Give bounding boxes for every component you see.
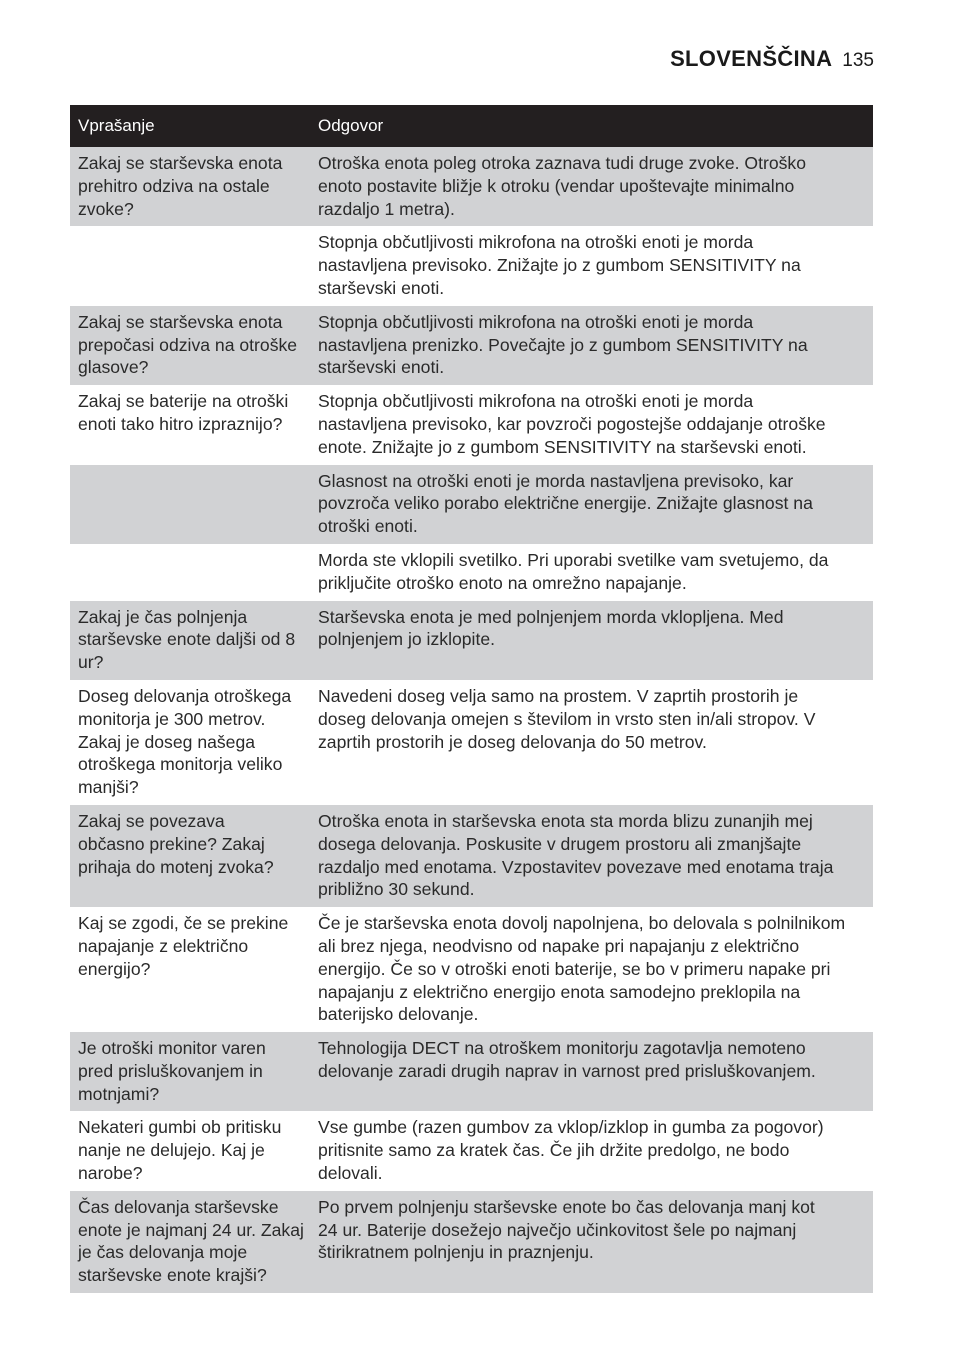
column-header-answer: Odgovor [318, 116, 384, 135]
table-row [70, 805, 873, 907]
answer-cell: Po prvem polnjenju starševske enote bo čas delovanja manj kot 24 ur. Baterije dosežejo največjo učinkovitost šele po najmanj štirikratnem polnjenju in praznjenju. [318, 1196, 815, 1263]
column-header-question: Vprašanje [78, 116, 155, 135]
answer-cell: Vse gumbe (razen gumbov za vklop/izklop in gumba za pogovor) pritisnite samo za kratek čas. Če jih držite predolgo, ne bodo delovali. [318, 1117, 824, 1184]
table-row [70, 544, 873, 601]
faq-table [70, 105, 873, 1293]
language-title: SLOVENŠČINA [670, 46, 833, 71]
table-row [70, 1111, 873, 1190]
question-cell: Zakaj se baterije na otroški enoti tako hitro izpraznijo? [78, 391, 289, 434]
table-row [70, 306, 873, 385]
question-cell: Doseg delovanja otroškega monitorja je 300 metrov. Zakaj je doseg našega otroškega monitorja veliko manjši? [78, 685, 292, 798]
table-row [70, 1191, 873, 1293]
answer-cell: Tehnologija DECT na otroškem monitorju zagotavlja nemoteno delovanje zaradi drugih naprav in varnost pred prisluškovanjem. [318, 1038, 816, 1081]
table-row [70, 226, 873, 305]
answer-cell: Morda ste vklopili svetilko. Pri uporabi svetilke vam svetujemo, da priključite otroško enoto na omrežno napajanje. [318, 549, 829, 593]
table-row [70, 385, 873, 464]
page-number: 135 [842, 50, 874, 71]
answer-cell: Stopnja občutljivosti mikrofona na otroški enoti je morda nastavljena prenizko. Povečajte jo z gumbom SENSITIVITY na starševski enoti. [318, 311, 808, 378]
question-cell: Je otroški monitor varen pred prisluškovanjem in motnjami? [78, 1038, 266, 1104]
question-cell: Nekateri gumbi ob pritisku nanje ne delujejo. Kaj je narobe? [78, 1117, 282, 1184]
question-cell: Čas delovanja starševske enote je najmanj 24 ur. Zakaj je čas delovanja moje starševske enote krajši? [78, 1196, 304, 1286]
table-row [70, 601, 873, 680]
answer-cell: Stopnja občutljivosti mikrofona na otroški enoti je morda nastavljena previsoko, kar povzroči pogostejše oddajanje otroške enote. Znižajte jo z gumbom SENSITIVITY na starševski enoti. [318, 391, 826, 457]
question-cell [70, 470, 318, 538]
question-cell: Zakaj je čas polnjenja starševske enote daljši od 8 ur? [78, 606, 296, 673]
question-cell: Zakaj se starševska enota prehitro odziva na ostale zvoke? [78, 153, 283, 219]
answer-cell: Če je starševska enota dovolj napolnjena, bo delovala s polnilnikom ali brez njega, neodvisno od napake pri napajanju z električno energijo. Če so v otroški enoti baterije, se bo v primeru napake pri napajanju z električno energijo enota samodejno preklopila na baterijsko delovanje. [318, 913, 846, 1025]
table-row [70, 465, 873, 544]
table-body [70, 147, 873, 1293]
table-header [70, 105, 873, 147]
question-cell [70, 231, 318, 299]
answer-cell: Stopnja občutljivosti mikrofona na otroški enoti je morda nastavljena previsoko. Znižajte jo z gumbom SENSITIVITY na starševski enoti. [318, 232, 801, 298]
table-row [70, 680, 873, 805]
table-row [70, 1032, 873, 1111]
answer-cell: Otroška enota in starševska enota sta morda blizu zunanjih mej dosega delovanja. Poskusite v drugem prostoru ali zmanjšajte razdaljo med enotama. Vzpostavitev povezave med enotama traja približno 30 sekund. [318, 810, 834, 900]
table-row [70, 907, 873, 1032]
answer-cell: Otroška enota poleg otroka zaznava tudi druge zvoke. Otroško enoto postavite bližje k otroku (vendar upoštevajte minimalno razdaljo 1 metra). [318, 153, 807, 219]
question-cell: Zakaj se starševska enota prepočasi odziva na otroške glasove? [78, 311, 298, 378]
table-row [70, 147, 873, 226]
answer-cell: Glasnost na otroški enoti je morda nastavljena previsoko, kar povzroča veliko porabo električne energije. Znižajte glasnost na otroški enoti. [318, 470, 813, 537]
answer-cell: Navedeni doseg velja samo na prostem. V zaprtih prostorih je doseg delovanja omejen s številom in vrsto sten in/ali stropov. V zaprtih prostorih je doseg delovanja do 50 metrov. [318, 685, 816, 752]
question-cell: Zakaj se povezava občasno prekine? Zakaj prihaja do motenj zvoka? [78, 810, 274, 877]
question-cell: Kaj se zgodi, če se prekine napajanje z električno energijo? [78, 913, 289, 979]
answer-cell: Starševska enota je med polnjenjem morda vklopljena. Med polnjenjem jo izklopite. [318, 606, 784, 650]
page-header [670, 46, 874, 72]
question-cell [70, 549, 318, 595]
